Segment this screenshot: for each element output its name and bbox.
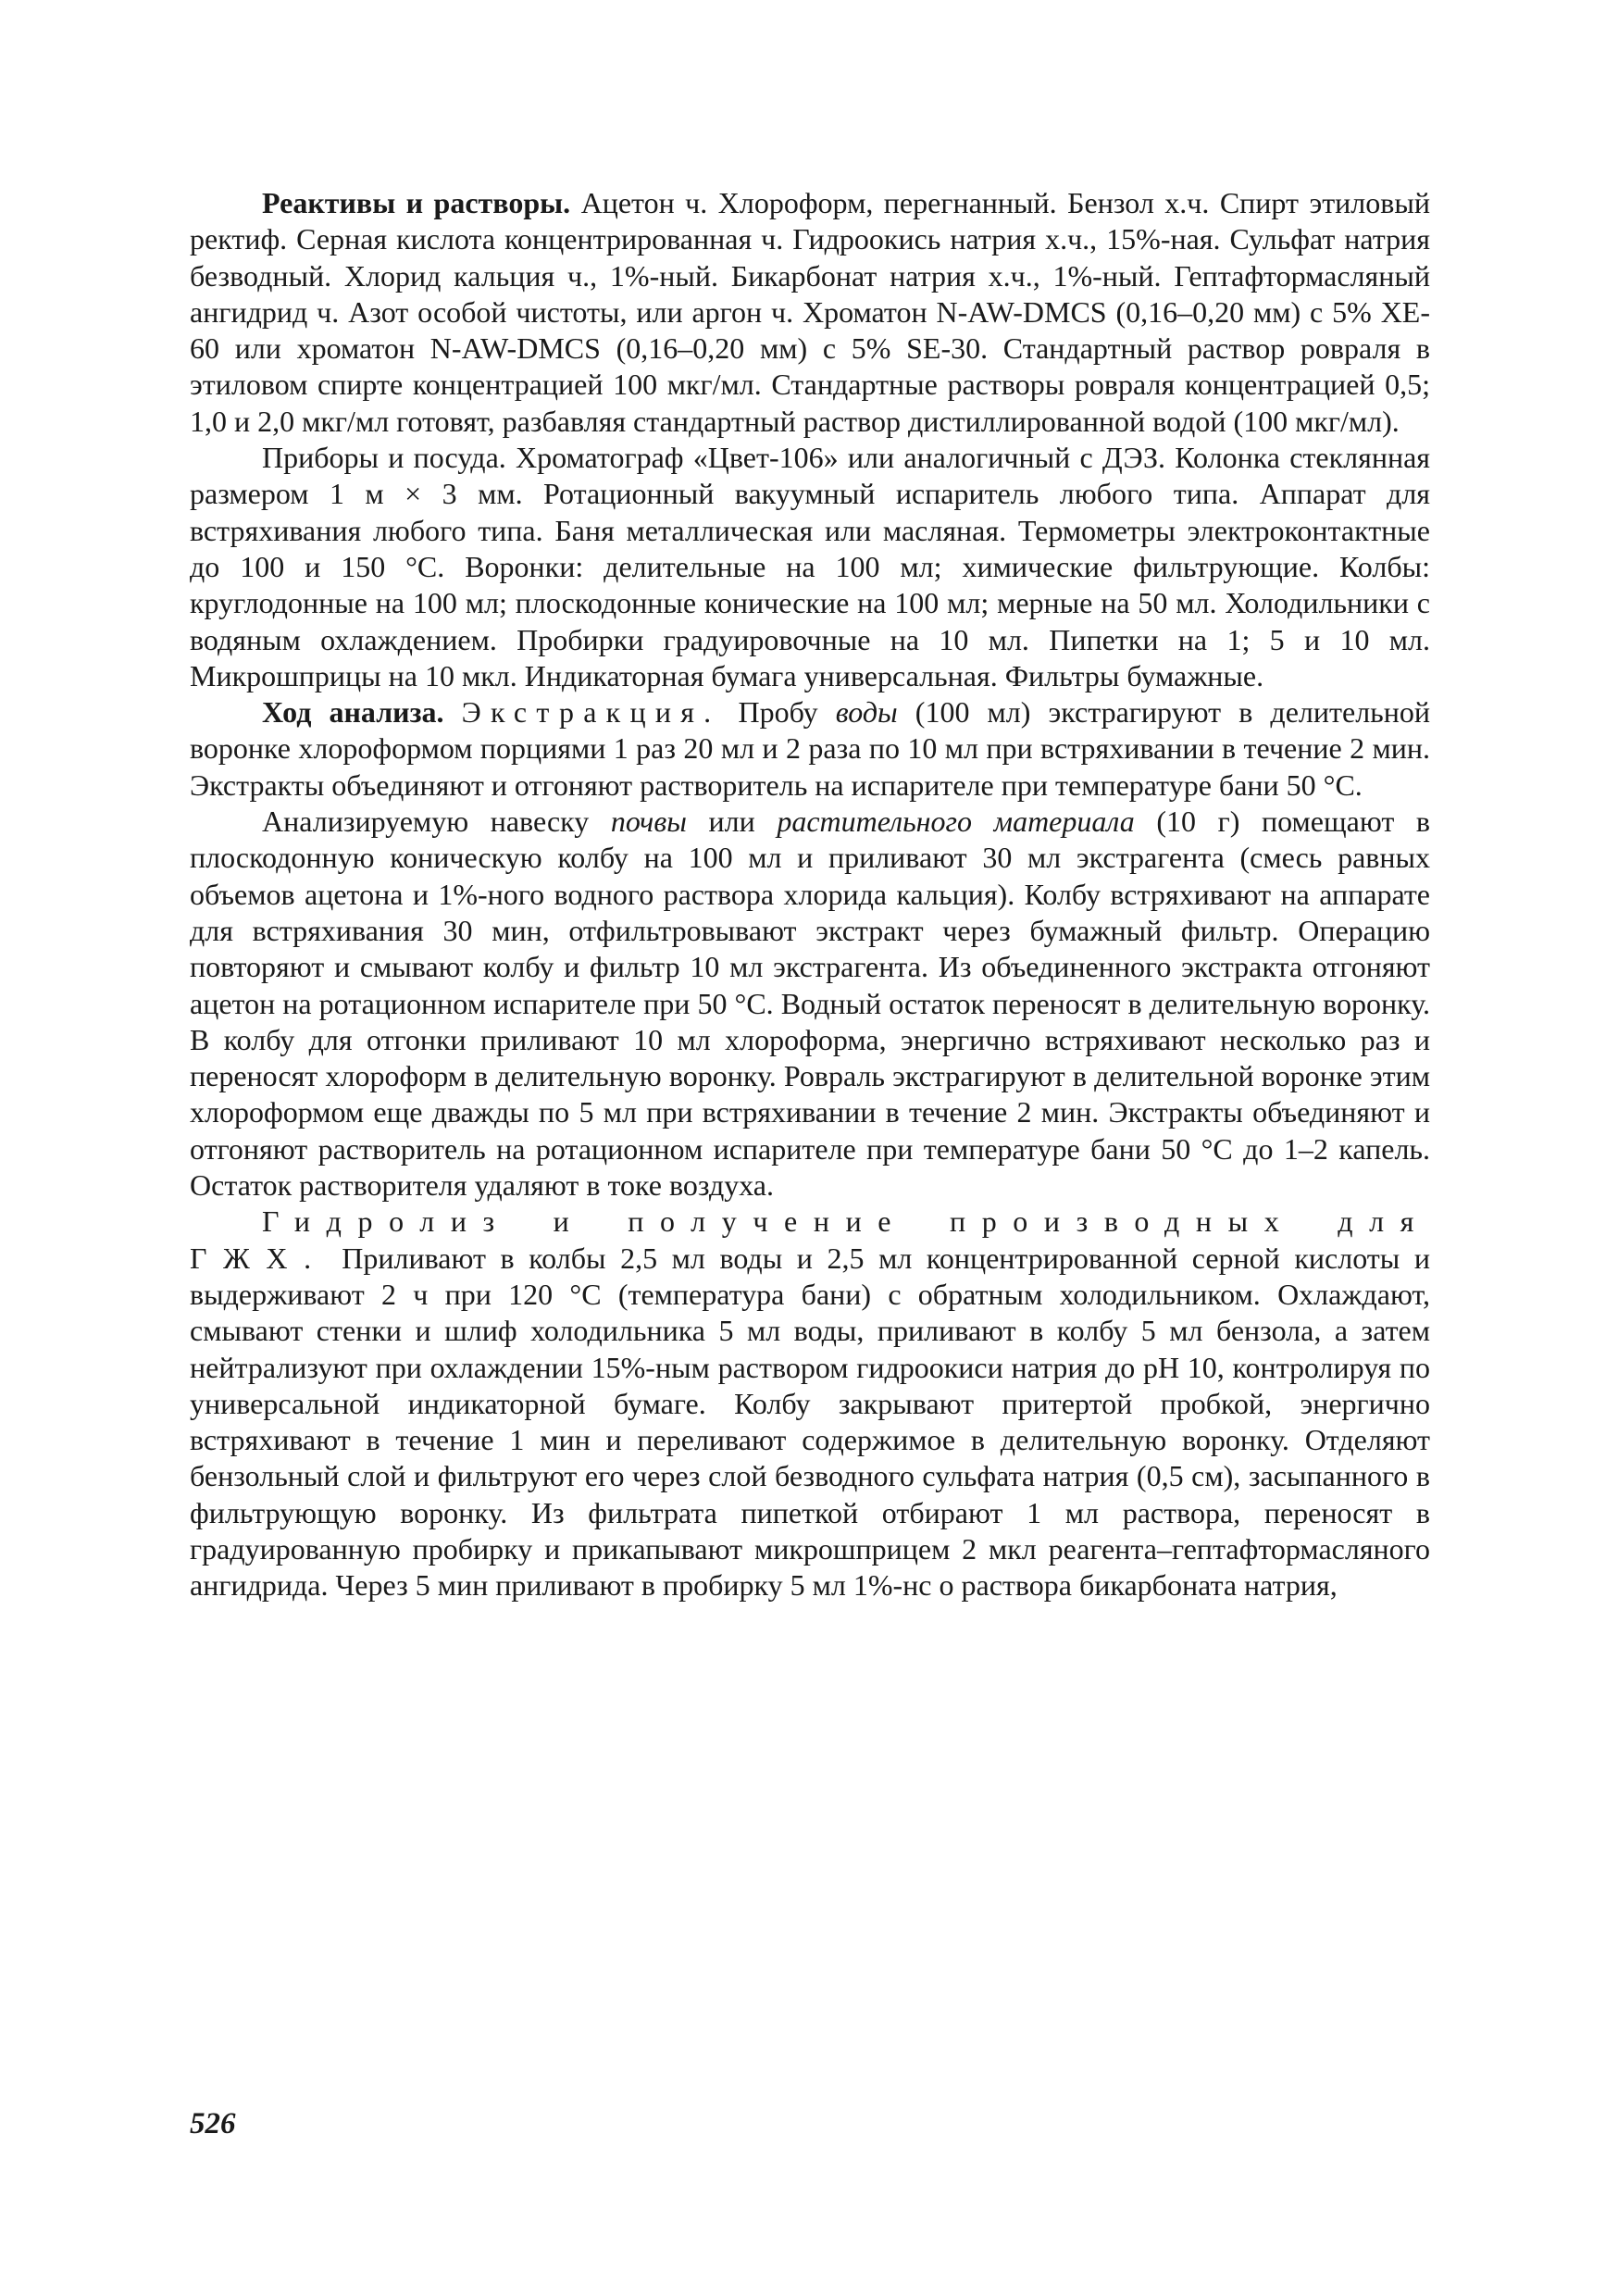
run-in-heading-analysis: Ход анализа. bbox=[262, 695, 444, 730]
paragraph-analysis bbox=[190, 694, 1430, 804]
paragraph-text: Пробу bbox=[720, 695, 836, 730]
spaced-heading-hydrolysis: Гидролиз и получение производных для ГЖХ. bbox=[190, 1204, 1430, 1275]
run-in-heading-reagents: Реактивы и растворы. bbox=[262, 186, 571, 219]
paragraph-text: Хроматограф «Цвет-106» или аналогичный с ДЭЗ. Колонка стеклянная размером 1 м × 3 мм. Ротационный вакуумный испаритель любого типа. Аппарат для встряхивания любого типа. Баня металлическая или масляная. Термометры электроконтактные до 100 и 150 °С. Воронки: делительные на 100 мл; химические фильтрующие. Колбы: круглодонные на 100 мл; плоскодонные конические на 100 мл; мерные на 50 мл. Холодильники с водяным охлаждением. Пробирки градуировочные на 10 мл. Пипетки на 1; 5 и 10 мл. Микрошприцы на 10 мкл. Индикаторная бумага универсальная. Фильтры бумажные. bbox=[190, 441, 1431, 693]
paragraph-text: или bbox=[686, 805, 778, 839]
emphasis-soil: почвы bbox=[610, 805, 687, 839]
paragraph-text: (10 г) помещают в плоскодонную коническую колбу на 100 мл и приливают 30 мл экстрагента (смесь равных объемов ацетона и 1%-ного водного раствора хлорида кальция). Колбу встряхивают на аппарате для встряхивания 30 мин, отфильтровывают экстракт через бумажный фильтр. Операцию повторяют и смывают колбу и фильтр 10 мл экстрагента. Из объединенного экстракта отгоняют ацетон на ротационном испарителе при 50 °С. Водный остаток переносят в делительную воронку. В колбу для отгонки приливают 10 мл хлороформа, энергично встряхивают несколько раз и переносят хлороформ в делительную воронку. Ровраль экстрагируют в делительной воронке этим хлороформом еще дважды по 5 мл при встряхивании в течение 2 мин. Экстракты объединяют и отгоняют растворитель на ротационном испарителе при температуре бани 50 °С до 1–2 капель. Остаток растворителя удаляют в токе воздуха. bbox=[190, 805, 1431, 1203]
paragraph-hydrolysis bbox=[190, 1204, 1430, 1603]
run-in-heading-equipment: Приборы и посуда. bbox=[262, 441, 506, 475]
paragraph-text: Приливают в колбы 2,5 мл воды и 2,5 мл концентрированной серной кислоты и выдерживают 2 ч при 120 °С (температура бани) с обратным холодильником. Охлаждают, смывают стенки и шлиф холодильника 5 мл воды, приливают в колбу 5 мл бензола, а затем нейтрализуют при охлаждении 15%-ным раствором гидроокиси натрия до pH 10, контролируя по универсальной индикаторной бумаге. Колбу закрывают притертой пробкой, энергично встряхивают в течение 1 мин и переливают содержимое в делительную воронку. Отделяют бензольный слой и фильтруют его через слой безводного сульфата натрия (0,5 см), засыпанного в фильтрующую воронку. Из фильтрата пипеткой отбирают 1 мл раствора, переносят в градуированную пробирку и прикапывают микрошприцем 2 мкл реагента–гептафтормасляного ангидрида. Через 5 мин приливают в пробирку 5 мл 1%-нс о раствора бикарбоната натрия, bbox=[190, 1241, 1430, 1603]
paragraph-text: Ацетон ч. Хлороформ, перегнанный. Бензол х.ч. Спирт этиловый ректиф. Серная кислота концентрированная ч. Гидроокись натрия х.ч., 15%-ная. Сульфат натрия безводный. Хлорид кальция ч., 1%-ный. Бикарбонат натрия х.ч., 1%-ный. Гептафтормасляный ангидрид ч. Азот особой чистоты, или аргон ч. Хроматон N-AW-DMCS (0,16–0,20 мм) с 5% XE-60 или хроматон N-AW-DMCS (0,16–0,20 мм) с 5% SE-30. Стандартный раствор ровраля в этиловом спирте концентрацией 100 мкг/мл. Стандартные растворы ровраля концентрацией 0,5; 1,0 и 2,0 мкг/мл готовят, разбавляя стандартный раствор дистиллированной водой (100 мкг/мл). bbox=[190, 186, 1431, 438]
paragraph-text: (100 мл) экстрагируют в делительной воронке хлороформом порциями 1 раз 20 мл и 2 раза по 10 мл при встряхивании в течение 2 мин. Экстракты объединяют и отгоняют растворитель на испарителе при температуре бани 50 °С. bbox=[190, 695, 1431, 802]
page-body bbox=[190, 185, 1430, 1604]
spaced-heading-extraction: Экстракция. bbox=[461, 695, 721, 730]
paragraph-text: Анализируемую навеску bbox=[262, 805, 611, 839]
paragraph-reagents bbox=[190, 185, 1430, 440]
paragraph-equipment bbox=[190, 440, 1430, 694]
emphasis-plant-material: растительного материала bbox=[777, 805, 1135, 839]
emphasis-water: воды bbox=[835, 695, 898, 730]
page-number: 526 bbox=[190, 2107, 236, 2140]
paragraph-soil-plants bbox=[190, 804, 1430, 1204]
